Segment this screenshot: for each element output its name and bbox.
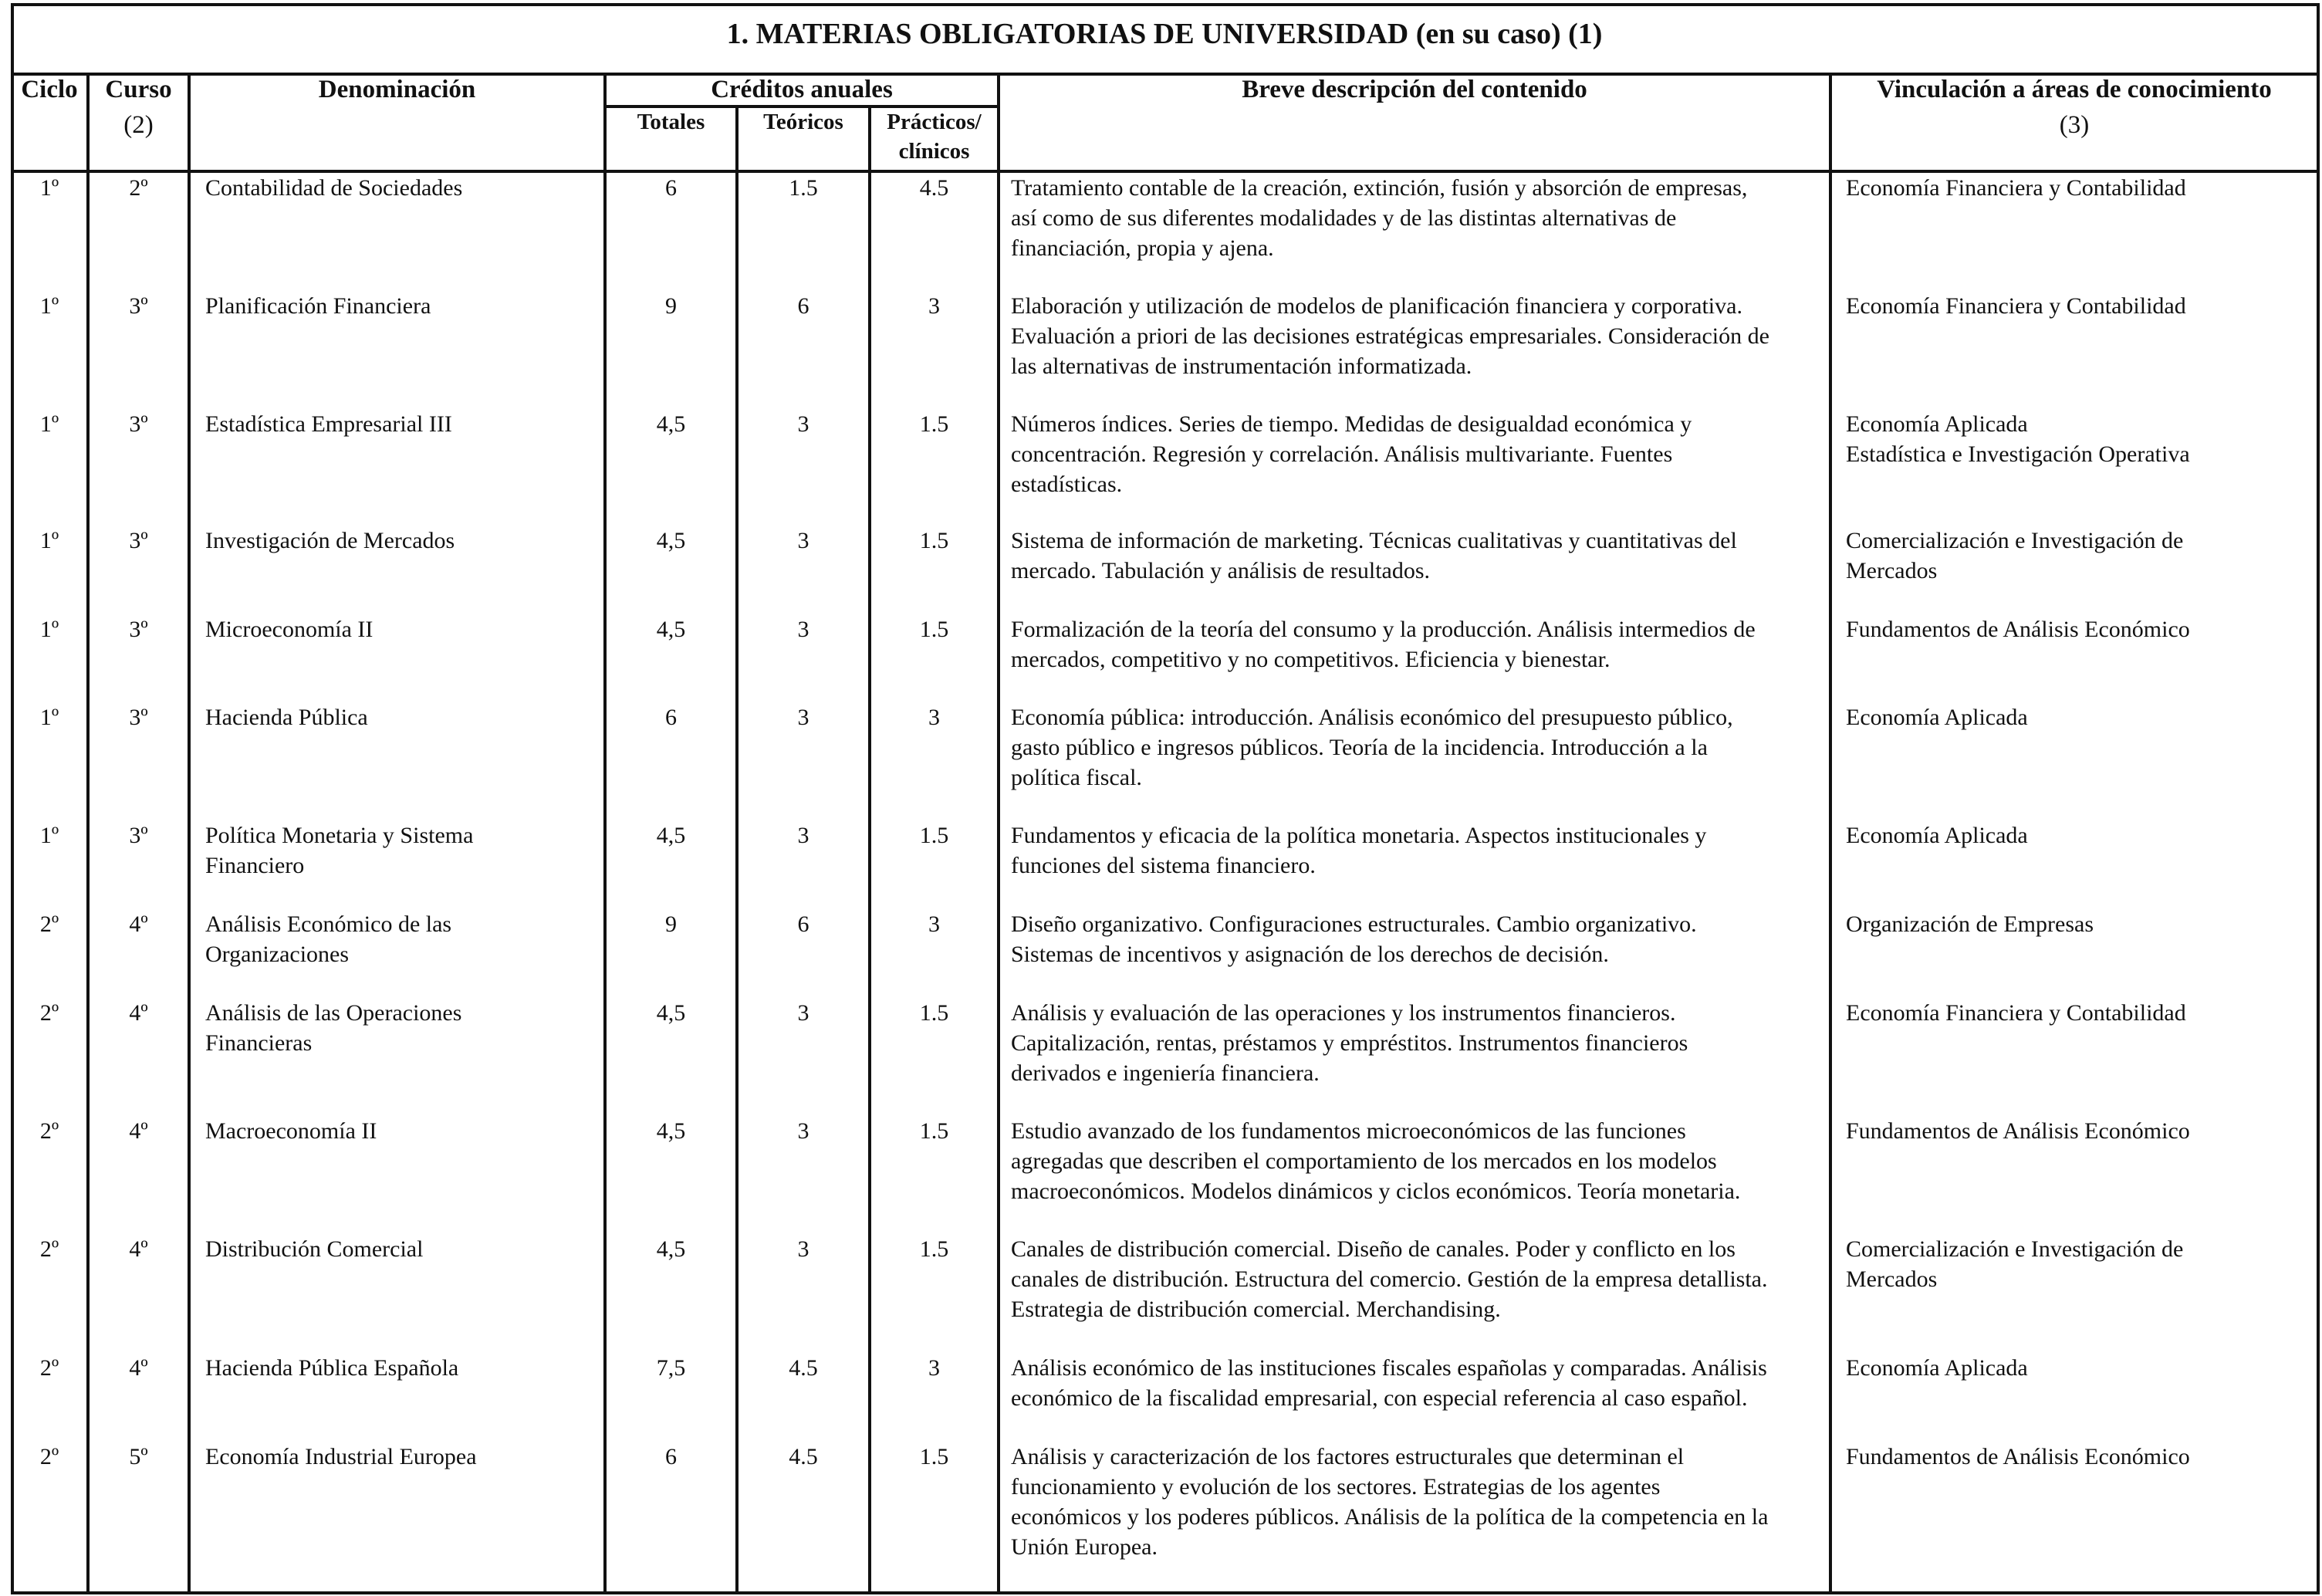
cell-teoricos: 6 xyxy=(797,293,809,319)
cell-denominacion: Economía Industrial Europea xyxy=(205,1444,477,1469)
cell-practicos: 1.5 xyxy=(919,1000,949,1026)
cell-denominacion: Distribución Comercial xyxy=(205,1236,424,1262)
table-bottom-border xyxy=(11,1591,2318,1594)
cell-ciclo: 2º xyxy=(39,1444,59,1469)
header-practicos: Prácticos/ xyxy=(887,110,982,134)
cell-descripcion: Estrategia de distribución comercial. Merchandising. xyxy=(1011,1297,1501,1322)
cell-descripcion: Evaluación a priori de las decisiones estratégicas empresariales. Consideración de xyxy=(1011,323,1769,349)
cell-ciclo: 2º xyxy=(39,911,59,937)
cell-totales: 6 xyxy=(665,705,677,730)
cell-practicos: 1.5 xyxy=(919,1444,949,1469)
cell-descripcion: Diseño organizativo. Configuraciones estructurales. Cambio organizativo. xyxy=(1011,911,1697,937)
cell-descripcion: concentración. Regresión y correlación. Análisis multivariante. Fuentes xyxy=(1011,441,1673,467)
cell-denominacion: Análisis Económico de las xyxy=(205,911,452,937)
cell-descripcion: financiación, propia y ajena. xyxy=(1011,235,1274,261)
cell-descripcion: Canales de distribución comercial. Diseño de canales. Poder y conflicto en los xyxy=(1011,1236,1736,1262)
cell-totales: 7,5 xyxy=(656,1355,686,1381)
header-clinicos: clínicos xyxy=(898,139,970,164)
cell-totales: 9 xyxy=(665,911,677,937)
cell-teoricos: 3 xyxy=(797,705,809,730)
cell-curso: 3º xyxy=(129,293,148,319)
cell-descripcion: derivados e ingeniería financiera. xyxy=(1011,1060,1320,1086)
cell-ciclo: 1º xyxy=(39,175,59,201)
cell-practicos: 1.5 xyxy=(919,1236,949,1262)
cell-curso: 4º xyxy=(129,1355,148,1381)
cell-descripcion: Tratamiento contable de la creación, extinción, fusión y absorción de empresas, xyxy=(1011,175,1748,201)
cell-areas: Mercados xyxy=(1846,558,1938,583)
cell-totales: 4,5 xyxy=(656,1236,686,1262)
cell-denominacion: Análisis de las Operaciones xyxy=(205,1000,462,1026)
cell-denominacion: Financiero xyxy=(205,853,305,878)
cell-practicos: 1.5 xyxy=(919,528,949,553)
header-vinculacion-note: (3) xyxy=(2059,111,2090,139)
cell-areas: Fundamentos de Análisis Económico xyxy=(1846,1118,2190,1144)
cell-ciclo: 1º xyxy=(39,528,59,553)
cell-ciclo: 1º xyxy=(39,617,59,642)
header-teoricos: Teóricos xyxy=(763,110,843,134)
cell-areas: Estadística e Investigación Operativa xyxy=(1846,441,2190,467)
cell-descripcion: mercado. Tabulación y análisis de resultados. xyxy=(1011,558,1431,583)
cell-descripcion: Análisis y caracterización de los factores estructurales que determinan el xyxy=(1011,1444,1685,1469)
cell-descripcion: mercados, competitivo y no competitivos. Eficiencia y bienestar. xyxy=(1011,647,1611,672)
cell-areas: Fundamentos de Análisis Económico xyxy=(1846,1444,2190,1469)
cell-curso: 4º xyxy=(129,1118,148,1144)
cell-curso: 2º xyxy=(129,175,148,201)
cell-totales: 4,5 xyxy=(656,823,686,848)
cell-totales: 9 xyxy=(665,293,677,319)
cell-areas: Economía Aplicada xyxy=(1846,1355,2028,1381)
cell-totales: 4,5 xyxy=(656,1000,686,1026)
col-sep-practicos-descripcion xyxy=(997,73,1000,1594)
cell-denominacion: Financieras xyxy=(205,1030,313,1056)
cell-totales: 4,5 xyxy=(656,528,686,553)
cell-ciclo: 1º xyxy=(39,823,59,848)
header-vinculacion: Vinculación a áreas de conocimiento xyxy=(1877,76,2272,103)
cell-areas: Fundamentos de Análisis Económico xyxy=(1846,617,2190,642)
cell-ciclo: 2º xyxy=(39,1118,59,1144)
col-sep-curso-denominacion xyxy=(188,73,191,1594)
cell-descripcion: Sistema de información de marketing. Técnicas cualitativas y cuantitativas del xyxy=(1011,528,1737,553)
cell-areas: Economía Aplicada xyxy=(1846,705,2028,730)
cell-totales: 4,5 xyxy=(656,617,686,642)
header-curso: Curso xyxy=(105,76,172,103)
cell-descripcion: Números índices. Series de tiempo. Medidas de desigualdad económica y xyxy=(1011,411,1692,437)
table-title: 1. MATERIAS OBLIGATORIAS DE UNIVERSIDAD (en su caso) (1) xyxy=(726,18,1603,50)
cell-practicos: 1.5 xyxy=(919,1118,949,1144)
cell-descripcion: Economía pública: introducción. Análisis económico del presupuesto público, xyxy=(1011,705,1733,730)
cell-totales: 4,5 xyxy=(656,411,686,437)
cell-descripcion: Análisis económico de las instituciones fiscales españolas y comparadas. Análisis xyxy=(1011,1355,1767,1381)
header-ciclo: Ciclo xyxy=(21,76,78,103)
header-totales: Totales xyxy=(637,110,705,134)
cell-teoricos: 3 xyxy=(797,528,809,553)
cell-denominacion: Hacienda Pública xyxy=(205,705,368,730)
cell-descripcion: política fiscal. xyxy=(1011,765,1142,790)
table-right-border xyxy=(2317,3,2320,1594)
header-curso-note: (2) xyxy=(123,111,154,139)
cell-descripcion: Fundamentos y eficacia de la política monetaria. Aspectos institucionales y xyxy=(1011,823,1707,848)
cell-areas: Comercialización e Investigación de xyxy=(1846,1236,2184,1262)
cell-teoricos: 3 xyxy=(797,823,809,848)
cell-areas: Economía Aplicada xyxy=(1846,823,2028,848)
table-top-border xyxy=(11,3,2318,6)
cell-practicos: 4.5 xyxy=(919,175,949,201)
cell-descripcion: macroeconómicos. Modelos dinámicos y ciclos económicos. Teoría monetaria. xyxy=(1011,1178,1741,1204)
cell-areas: Economía Financiera y Contabilidad xyxy=(1846,1000,2186,1026)
cell-descripcion: Sistemas de incentivos y asignación de los derechos de decisión. xyxy=(1011,942,1609,967)
cell-descripcion: gasto público e ingresos públicos. Teoría de la incidencia. Introducción a la xyxy=(1011,735,1708,760)
cell-teoricos: 3 xyxy=(797,411,809,437)
cell-areas: Mercados xyxy=(1846,1266,1938,1292)
cell-totales: 6 xyxy=(665,1444,677,1469)
cell-teoricos: 1.5 xyxy=(789,175,818,201)
cell-curso: 5º xyxy=(129,1444,148,1469)
cell-denominacion: Política Monetaria y Sistema xyxy=(205,823,474,848)
cell-curso: 4º xyxy=(129,1000,148,1026)
cell-practicos: 3 xyxy=(928,1355,940,1381)
cell-denominacion: Contabilidad de Sociedades xyxy=(205,175,463,201)
creditos-subheader-line xyxy=(603,105,999,108)
cell-practicos: 3 xyxy=(928,293,940,319)
cell-descripcion: así como de sus diferentes modalidades y de las distintas alternativas de xyxy=(1011,205,1677,231)
cell-areas: Organización de Empresas xyxy=(1846,911,2094,937)
cell-curso: 3º xyxy=(129,705,148,730)
cell-descripcion: funciones del sistema financiero. xyxy=(1011,853,1316,878)
cell-descripcion: económicos y los poderes públicos. Análisis de la política de la competencia en la xyxy=(1011,1504,1769,1530)
cell-curso: 3º xyxy=(129,617,148,642)
cell-descripcion: Elaboración y utilización de modelos de planificación financiera y corporativa. xyxy=(1011,293,1742,319)
cell-practicos: 1.5 xyxy=(919,411,949,437)
cell-denominacion: Estadística Empresarial III xyxy=(205,411,452,437)
cell-teoricos: 3 xyxy=(797,1118,809,1144)
cell-denominacion: Planificación Financiera xyxy=(205,293,431,319)
cell-practicos: 3 xyxy=(928,911,940,937)
cell-practicos: 1.5 xyxy=(919,823,949,848)
cell-teoricos: 4.5 xyxy=(789,1444,818,1469)
cell-totales: 6 xyxy=(665,175,677,201)
cell-descripcion: las alternativas de instrumentación informatizada. xyxy=(1011,353,1472,379)
cell-descripcion: Unión Europea. xyxy=(1011,1534,1158,1560)
cell-teoricos: 3 xyxy=(797,1000,809,1026)
cell-practicos: 3 xyxy=(928,705,940,730)
cell-descripcion: económico de la fiscalidad empresarial, con especial referencia al caso español. xyxy=(1011,1385,1748,1411)
cell-descripcion: Estudio avanzado de los fundamentos microeconómicos de las funciones xyxy=(1011,1118,1686,1144)
cell-teoricos: 4.5 xyxy=(789,1355,818,1381)
cell-ciclo: 2º xyxy=(39,1236,59,1262)
cell-areas: Economía Financiera y Contabilidad xyxy=(1846,175,2186,201)
cell-practicos: 1.5 xyxy=(919,617,949,642)
cell-denominacion: Hacienda Pública Española xyxy=(205,1355,459,1381)
cell-curso: 4º xyxy=(129,911,148,937)
cell-denominacion: Macroeconomía II xyxy=(205,1118,377,1144)
col-sep-descripcion-areas xyxy=(1829,73,1832,1594)
cell-denominacion: Microeconomía II xyxy=(205,617,373,642)
cell-ciclo: 2º xyxy=(39,1355,59,1381)
cell-areas: Economía Aplicada xyxy=(1846,411,2028,437)
cell-areas: Comercialización e Investigación de xyxy=(1846,528,2184,553)
cell-ciclo: 1º xyxy=(39,293,59,319)
cell-descripcion: canales de distribución. Estructura del comercio. Gestión de la empresa detallista. xyxy=(1011,1266,1768,1292)
cell-totales: 4,5 xyxy=(656,1118,686,1144)
cell-denominacion: Organizaciones xyxy=(205,942,350,967)
header-denominacion: Denominación xyxy=(318,76,476,103)
cell-curso: 3º xyxy=(129,528,148,553)
cell-curso: 3º xyxy=(129,823,148,848)
cell-descripcion: agregadas que describen el comportamiento de los mercados en los modelos xyxy=(1011,1148,1717,1174)
cell-areas: Economía Financiera y Contabilidad xyxy=(1846,293,2186,319)
cell-teoricos: 3 xyxy=(797,1236,809,1262)
cell-ciclo: 2º xyxy=(39,1000,59,1026)
cell-denominacion: Investigación de Mercados xyxy=(205,528,455,553)
cell-descripcion: Análisis y evaluación de las operaciones y los instrumentos financieros. xyxy=(1011,1000,1676,1026)
cell-descripcion: funcionamiento y evolución de los sectores. Estrategias de los agentes xyxy=(1011,1474,1661,1500)
cell-descripcion: Formalización de la teoría del consumo y la producción. Análisis intermedios de xyxy=(1011,617,1756,642)
cell-ciclo: 1º xyxy=(39,705,59,730)
cell-ciclo: 1º xyxy=(39,411,59,437)
cell-descripcion: Capitalización, rentas, préstamos y empréstitos. Instrumentos financieros xyxy=(1011,1030,1688,1056)
cell-descripcion: estadísticas. xyxy=(1011,472,1123,497)
cell-teoricos: 6 xyxy=(797,911,809,937)
cell-curso: 4º xyxy=(129,1236,148,1262)
header-creditos-anuales: Créditos anuales xyxy=(711,76,893,103)
cell-teoricos: 3 xyxy=(797,617,809,642)
cell-curso: 3º xyxy=(129,411,148,437)
header-descripcion: Breve descripción del contenido xyxy=(1242,76,1587,103)
